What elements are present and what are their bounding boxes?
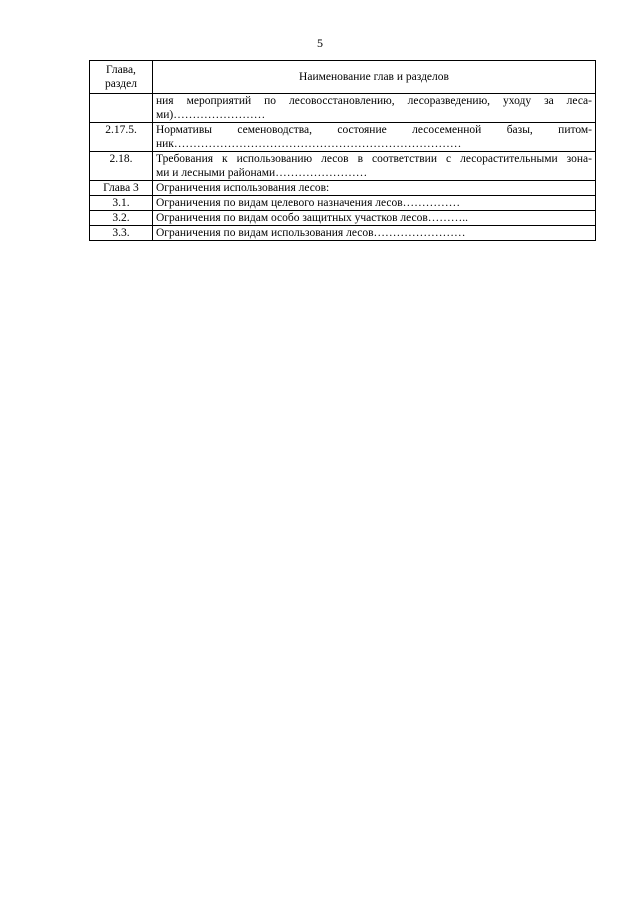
chapter-title: Ограничения использования лесов:: [153, 181, 596, 196]
row-title: Ограничения по видам особо защитных участков лесов………..: [153, 211, 596, 226]
header-titles: Наименование глав и разделов: [153, 61, 596, 94]
row-title-line1: ния мероприятий по лесовосстановлению, лесоразведению, уходу за леса-: [156, 95, 592, 107]
row-title-line2: ми и лесными районами……………………: [156, 167, 368, 179]
page-number: 5: [317, 36, 323, 50]
table-row: [90, 123, 596, 152]
row-title: [153, 123, 596, 152]
contents-table: [89, 60, 596, 241]
table-row: [90, 226, 596, 241]
row-number: 3.1.: [90, 196, 153, 211]
row-title: Ограничения по видам использования лесов……………………: [153, 226, 596, 241]
table-row: [90, 196, 596, 211]
row-title: [153, 94, 596, 123]
row-number: 3.3.: [90, 226, 153, 241]
row-title-line1: Нормативы семеноводства, состояние лесосеменной базы, питом-: [156, 124, 592, 136]
table-row-chapter: [90, 181, 596, 196]
row-title-line1: Требования к использованию лесов в соответствии с лесорастительными зона-: [156, 153, 592, 165]
table-row: [90, 152, 596, 181]
table-header-row: [90, 61, 596, 94]
row-number: [90, 94, 153, 123]
chapter-number: Глава 3: [90, 181, 153, 196]
table-row: [90, 211, 596, 226]
table-row: [90, 94, 596, 123]
row-number: 2.18.: [90, 152, 153, 181]
row-title: Ограничения по видам целевого назначения лесов……………: [153, 196, 596, 211]
row-title-line2: ми)……………………: [156, 109, 266, 121]
row-number: 2.17.5.: [90, 123, 153, 152]
row-title: [153, 152, 596, 181]
row-number: 3.2.: [90, 211, 153, 226]
row-title-line2: ник…………………………………………………………………: [156, 138, 462, 150]
header-chapter-section: Глава, раздел: [90, 61, 153, 94]
